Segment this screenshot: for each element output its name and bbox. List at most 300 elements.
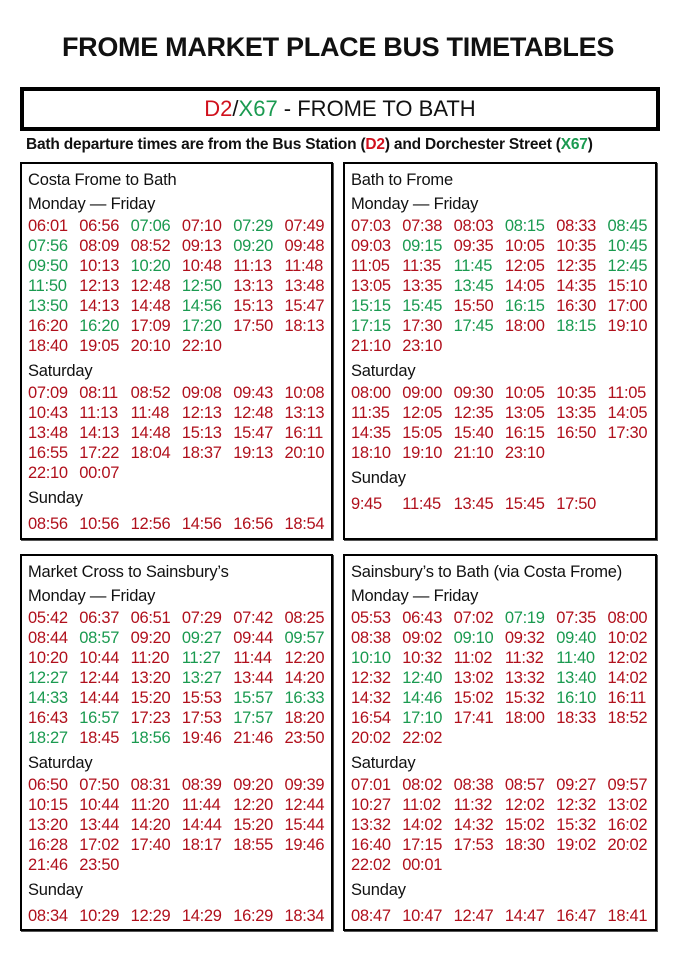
departure-time-d2: 13:35 bbox=[556, 404, 596, 422]
departure-time-x67: 09:27 bbox=[181, 629, 222, 647]
departure-time-x67: 12:40 bbox=[402, 669, 443, 687]
departure-time-d2: 13:48 bbox=[28, 424, 68, 442]
departure-time-d2: 15:53 bbox=[181, 689, 222, 707]
departure-time-d2: 21:10 bbox=[351, 337, 391, 355]
departure-time-x67: 12:45 bbox=[607, 257, 648, 275]
departure-time-x67: 14:56 bbox=[181, 297, 222, 315]
departure-time-x67: 13:40 bbox=[556, 669, 596, 687]
departure-time-d2: 10:56 bbox=[79, 515, 120, 533]
departure-time-d2: 11:13 bbox=[79, 404, 118, 422]
departure-time-x67: 16:10 bbox=[556, 689, 596, 707]
departure-time-d2: 10:32 bbox=[402, 649, 443, 667]
departure-time-x67: 07:29 bbox=[233, 217, 273, 235]
departure-time-d2: 18:52 bbox=[607, 709, 648, 727]
departure-time-x67: 13:45 bbox=[453, 277, 494, 295]
departure-time-d2: 18:10 bbox=[351, 444, 391, 462]
departure-time-d2: 00:07 bbox=[79, 464, 120, 482]
departure-time-d2: 16:55 bbox=[28, 444, 68, 462]
departure-time-d2: 15:40 bbox=[453, 424, 494, 442]
departure-time-d2: 08:39 bbox=[181, 776, 222, 794]
day-heading: Monday — Friday bbox=[351, 195, 479, 213]
departure-time-d2: 10:02 bbox=[607, 629, 648, 647]
departure-time-x67: 17:15 bbox=[351, 317, 391, 335]
departure-time-d2: 14:13 bbox=[79, 297, 120, 315]
departure-time-d2: 09:27 bbox=[556, 776, 596, 794]
page-title: FROME MARKET PLACE BUS TIMETABLES bbox=[61, 32, 615, 62]
departure-time-d2: 16:02 bbox=[607, 816, 648, 834]
note-prefix: Bath departure times are from the Bus Station ( bbox=[26, 136, 366, 153]
departure-time-d2: 11:32 bbox=[504, 649, 544, 667]
times-grid bbox=[28, 216, 338, 356]
route-header bbox=[20, 87, 660, 131]
departure-time-d2: 18:37 bbox=[181, 444, 222, 462]
departure-time-d2: 08:25 bbox=[284, 609, 325, 627]
departure-time-x67: 12:50 bbox=[181, 277, 222, 295]
departure-time-d2: 07:10 bbox=[181, 217, 222, 235]
departure-time-d2: 17:50 bbox=[556, 495, 596, 513]
departure-time-d2: 08:03 bbox=[453, 217, 494, 235]
route-x67-label: X67 bbox=[238, 96, 278, 121]
departure-time-d2: 09:00 bbox=[402, 384, 443, 402]
panel-bath-to-frome bbox=[343, 162, 657, 540]
departure-time-d2: 10:35 bbox=[556, 237, 596, 255]
departure-time-d2: 16:50 bbox=[556, 424, 596, 442]
departure-time-d2: 18:20 bbox=[284, 709, 325, 727]
departure-time-d2: 18:04 bbox=[130, 444, 171, 462]
route-description: - FROME TO BATH bbox=[277, 96, 476, 121]
departure-time-d2: 15:45 bbox=[504, 495, 545, 513]
departure-time-d2: 08:52 bbox=[130, 384, 171, 402]
departure-time-d2: 23:10 bbox=[504, 444, 545, 462]
departure-time-x67: 09:15 bbox=[402, 237, 443, 255]
departure-time-x67: 18:27 bbox=[28, 729, 68, 747]
departure-time-x67: 15:45 bbox=[402, 297, 443, 315]
departure-time-d2: 13:02 bbox=[453, 669, 494, 687]
departure-time-d2: 10:05 bbox=[504, 237, 545, 255]
times-grid bbox=[28, 383, 338, 483]
departure-time-d2: 15:10 bbox=[607, 277, 648, 295]
departure-time-d2: 14:48 bbox=[130, 424, 171, 442]
departure-time-x67: 13:27 bbox=[181, 669, 222, 687]
departure-time-d2: 11:20 bbox=[130, 796, 170, 814]
departure-time-d2: 16:40 bbox=[351, 836, 391, 854]
departure-time-x67: 15:15 bbox=[351, 297, 391, 315]
departure-time-d2: 16:43 bbox=[28, 709, 68, 727]
departure-time-d2: 09:03 bbox=[351, 237, 391, 255]
departure-time-d2: 12:56 bbox=[130, 515, 171, 533]
departure-time-d2: 09:20 bbox=[233, 776, 273, 794]
times-grid bbox=[351, 902, 661, 926]
departure-time-d2: 17:53 bbox=[181, 709, 222, 727]
departure-time-x67: 18:15 bbox=[556, 317, 596, 335]
day-heading: Saturday bbox=[28, 362, 93, 380]
departure-time-d2: 13:32 bbox=[351, 816, 391, 834]
departure-time-d2: 12:29 bbox=[130, 907, 171, 925]
departure-time-x67: 16:33 bbox=[284, 689, 325, 707]
departure-time-d2: 12:32 bbox=[351, 669, 391, 687]
day-heading: Sunday bbox=[351, 469, 406, 487]
departure-time-d2: 13:05 bbox=[351, 277, 391, 295]
departure-time-d2: 18:30 bbox=[504, 836, 545, 854]
times-grid bbox=[351, 490, 661, 514]
departure-time-d2: 08:47 bbox=[351, 907, 391, 925]
departure-time-d2: 13:35 bbox=[402, 277, 443, 295]
departure-time-d2: 08:57 bbox=[504, 776, 545, 794]
departure-time-d2: 15:02 bbox=[504, 816, 545, 834]
departure-time-d2: 12:20 bbox=[284, 649, 325, 667]
departure-time-d2: 12:02 bbox=[504, 796, 545, 814]
times-grid bbox=[351, 775, 661, 875]
departure-time-x67: 13:50 bbox=[28, 297, 68, 315]
departure-time-d2: 12:44 bbox=[284, 796, 325, 814]
departure-time-d2: 20:10 bbox=[130, 337, 171, 355]
departure-time-d2: 15:20 bbox=[233, 816, 273, 834]
departure-time-d2: 00:01 bbox=[402, 856, 443, 874]
departure-time-d2: 23:50 bbox=[79, 856, 120, 874]
departure-time-d2: 19:46 bbox=[284, 836, 325, 854]
departure-time-d2: 17:53 bbox=[453, 836, 494, 854]
departure-time-d2: 21:10 bbox=[453, 444, 494, 462]
departure-time-d2: 16:47 bbox=[556, 907, 596, 925]
departure-time-d2: 12:32 bbox=[556, 796, 596, 814]
departure-time-d2: 15:44 bbox=[284, 816, 325, 834]
departure-time-d2: 17:22 bbox=[79, 444, 120, 462]
departure-time-d2: 16:15 bbox=[504, 424, 545, 442]
departure-time-d2: 16:20 bbox=[28, 317, 68, 335]
departure-time-d2: 08:33 bbox=[556, 217, 596, 235]
departure-time-d2: 17:30 bbox=[607, 424, 648, 442]
departure-time-d2: 14:29 bbox=[181, 907, 222, 925]
departure-time-d2: 14:35 bbox=[351, 424, 391, 442]
departure-time-d2: 19:10 bbox=[402, 444, 443, 462]
departure-time-x67: 10:45 bbox=[607, 237, 648, 255]
departure-time-d2: 15:32 bbox=[556, 816, 596, 834]
departure-time-d2: 08:11 bbox=[79, 384, 118, 402]
departure-time-d2: 14:20 bbox=[130, 816, 171, 834]
departure-time-d2: 14:20 bbox=[284, 669, 325, 687]
times-grid bbox=[28, 775, 338, 875]
departure-time-x67: 09:10 bbox=[453, 629, 494, 647]
departure-time-x67: 09:50 bbox=[28, 257, 68, 275]
departure-time-d2: 9:45 bbox=[351, 495, 382, 513]
departure-time-d2: 06:56 bbox=[79, 217, 120, 235]
departure-time-d2: 08:52 bbox=[130, 237, 171, 255]
departure-time-d2: 14:05 bbox=[607, 404, 648, 422]
departure-time-d2: 18:00 bbox=[504, 317, 545, 335]
departure-time-d2: 22:10 bbox=[181, 337, 222, 355]
departure-time-d2: 08:38 bbox=[351, 629, 391, 647]
departure-time-d2: 12:47 bbox=[453, 907, 494, 925]
departure-time-d2: 09:43 bbox=[233, 384, 273, 402]
departure-time-d2: 14:44 bbox=[79, 689, 120, 707]
departure-time-d2: 08:00 bbox=[351, 384, 391, 402]
departure-time-x67: 17:45 bbox=[453, 317, 494, 335]
departure-time-d2: 10:43 bbox=[28, 404, 68, 422]
departure-time-d2: 07:49 bbox=[284, 217, 325, 235]
departure-time-d2: 15:47 bbox=[233, 424, 273, 442]
departure-time-d2: 15:13 bbox=[181, 424, 222, 442]
departure-time-d2: 10:05 bbox=[504, 384, 545, 402]
departure-time-d2: 12:05 bbox=[504, 257, 545, 275]
departure-time-d2: 16:29 bbox=[233, 907, 273, 925]
times-grid bbox=[28, 510, 338, 534]
departure-time-d2: 09:08 bbox=[181, 384, 222, 402]
departure-time-x67: 08:15 bbox=[504, 217, 545, 235]
departure-time-d2: 09:35 bbox=[453, 237, 494, 255]
departure-time-d2: 20:10 bbox=[284, 444, 325, 462]
departure-time-d2: 13:05 bbox=[504, 404, 545, 422]
departure-time-d2: 11:05 bbox=[607, 384, 647, 402]
departure-time-d2: 13:48 bbox=[284, 277, 325, 295]
departure-time-x67: 10:10 bbox=[351, 649, 391, 667]
departure-time-x67: 11:27 bbox=[181, 649, 221, 667]
departure-time-d2: 11:44 bbox=[233, 649, 272, 667]
departure-time-d2: 08:00 bbox=[607, 609, 648, 627]
departure-time-d2: 08:38 bbox=[453, 776, 494, 794]
departure-time-d2: 14:35 bbox=[556, 277, 596, 295]
departure-time-d2: 09:39 bbox=[284, 776, 325, 794]
departure-time-d2: 16:28 bbox=[28, 836, 68, 854]
departure-time-d2: 11:35 bbox=[351, 404, 390, 422]
departure-time-d2: 14:13 bbox=[79, 424, 120, 442]
day-heading: Saturday bbox=[351, 754, 416, 772]
panel-sainsburys-to-bath bbox=[343, 554, 657, 931]
times-grid bbox=[351, 216, 661, 356]
departure-time-d2: 07:38 bbox=[402, 217, 443, 235]
departure-time-x67: 14:46 bbox=[402, 689, 443, 707]
departure-time-d2: 06:51 bbox=[130, 609, 171, 627]
departure-time-d2: 07:02 bbox=[453, 609, 494, 627]
day-heading: Sunday bbox=[28, 881, 83, 899]
departure-time-d2: 13:32 bbox=[504, 669, 545, 687]
times-grid bbox=[28, 608, 338, 748]
departure-time-d2: 06:37 bbox=[79, 609, 120, 627]
departure-time-d2: 12:05 bbox=[402, 404, 443, 422]
departure-time-x67: 12:27 bbox=[28, 669, 68, 687]
departure-time-d2: 06:50 bbox=[28, 776, 68, 794]
departure-time-d2: 17:30 bbox=[402, 317, 443, 335]
departure-time-x67: 09:20 bbox=[233, 237, 273, 255]
departure-time-d2: 12:44 bbox=[79, 669, 120, 687]
departure-time-d2: 22:02 bbox=[351, 856, 391, 874]
departure-time-d2: 12:48 bbox=[233, 404, 273, 422]
departure-time-d2: 23:10 bbox=[402, 337, 443, 355]
departure-time-d2: 11:32 bbox=[453, 796, 493, 814]
panel-title: Costa Frome to Bath bbox=[28, 171, 177, 189]
departure-time-d2: 08:09 bbox=[79, 237, 120, 255]
departure-time-d2: 17:15 bbox=[402, 836, 443, 854]
panel-title: Bath to Frome bbox=[351, 171, 453, 189]
departure-time-d2: 13:45 bbox=[453, 495, 494, 513]
departure-time-d2: 13:44 bbox=[79, 816, 120, 834]
departure-time-d2: 10:44 bbox=[79, 796, 120, 814]
departure-time-d2: 13:13 bbox=[284, 404, 325, 422]
panel-title: Market Cross to Sainsbury’s bbox=[28, 563, 229, 581]
departure-time-d2: 18:45 bbox=[79, 729, 120, 747]
note-suffix: ) bbox=[587, 136, 593, 153]
departure-time-d2: 22:10 bbox=[28, 464, 68, 482]
day-heading: Saturday bbox=[28, 754, 93, 772]
times-grid bbox=[28, 902, 338, 926]
departure-time-x67: 09:40 bbox=[556, 629, 596, 647]
departure-time-x67: 11:45 bbox=[453, 257, 493, 275]
departure-time-d2: 19:10 bbox=[607, 317, 648, 335]
departure-time-x67: 16:57 bbox=[79, 709, 120, 727]
departure-time-d2: 07:01 bbox=[351, 776, 391, 794]
route-slash: / bbox=[232, 96, 239, 121]
departure-time-d2: 20:02 bbox=[351, 729, 391, 747]
departure-time-d2: 15:02 bbox=[453, 689, 494, 707]
departure-time-d2: 07:09 bbox=[28, 384, 68, 402]
departure-time-d2: 17:09 bbox=[130, 317, 171, 335]
departure-time-d2: 21:46 bbox=[28, 856, 68, 874]
departure-time-d2: 11:20 bbox=[130, 649, 170, 667]
departure-time-d2: 07:35 bbox=[556, 609, 596, 627]
departure-time-x67: 07:56 bbox=[28, 237, 68, 255]
departure-time-d2: 12:48 bbox=[130, 277, 171, 295]
departure-time-d2: 11:48 bbox=[284, 257, 324, 275]
departure-time-x67: 07:06 bbox=[130, 217, 171, 235]
departure-time-d2: 16:11 bbox=[607, 689, 647, 707]
departure-time-d2: 10:13 bbox=[79, 257, 120, 275]
departure-time-d2: 10:44 bbox=[79, 649, 120, 667]
departure-time-d2: 07:29 bbox=[181, 609, 222, 627]
day-heading: Saturday bbox=[351, 362, 416, 380]
departure-time-d2: 08:02 bbox=[402, 776, 443, 794]
departure-time-d2: 13:02 bbox=[607, 796, 648, 814]
departure-time-d2: 06:43 bbox=[402, 609, 443, 627]
departure-time-d2: 18:40 bbox=[28, 337, 68, 355]
departure-time-d2: 18:00 bbox=[504, 709, 545, 727]
departure-time-d2: 09:44 bbox=[233, 629, 273, 647]
day-heading: Sunday bbox=[351, 881, 406, 899]
departure-time-d2: 12:35 bbox=[556, 257, 596, 275]
departure-time-x67: 07:19 bbox=[504, 609, 545, 627]
day-heading: Monday — Friday bbox=[28, 195, 156, 213]
departure-time-d2: 23:50 bbox=[284, 729, 325, 747]
departure-time-x67: 08:57 bbox=[79, 629, 120, 647]
departure-time-d2: 09:02 bbox=[402, 629, 443, 647]
departure-time-x67: 16:15 bbox=[504, 297, 545, 315]
departure-time-d2: 17:00 bbox=[607, 297, 648, 315]
departure-time-d2: 12:20 bbox=[233, 796, 273, 814]
departure-time-d2: 10:20 bbox=[28, 649, 68, 667]
departure-time-d2: 18:33 bbox=[556, 709, 596, 727]
departure-time-d2: 19:05 bbox=[79, 337, 120, 355]
departure-note bbox=[26, 136, 593, 154]
departure-time-x67: 14:33 bbox=[28, 689, 68, 707]
route-d2-label: D2 bbox=[204, 96, 233, 121]
departure-time-d2: 15:13 bbox=[233, 297, 273, 315]
departure-time-d2: 05:42 bbox=[28, 609, 68, 627]
departure-time-d2: 18:34 bbox=[284, 907, 325, 925]
departure-time-x67: 17:10 bbox=[402, 709, 443, 727]
departure-time-x67: 17:57 bbox=[233, 709, 273, 727]
departure-time-d2: 12:13 bbox=[181, 404, 222, 422]
departure-time-x67: 08:45 bbox=[607, 217, 648, 235]
departure-time-d2: 10:27 bbox=[351, 796, 391, 814]
departure-time-d2: 13:13 bbox=[233, 277, 273, 295]
departure-time-d2: 17:40 bbox=[130, 836, 171, 854]
departure-time-d2: 08:31 bbox=[130, 776, 171, 794]
departure-time-d2: 10:35 bbox=[556, 384, 596, 402]
departure-time-d2: 10:48 bbox=[181, 257, 222, 275]
departure-time-d2: 08:56 bbox=[28, 515, 68, 533]
departure-time-d2: 11:02 bbox=[453, 649, 493, 667]
departure-time-d2: 16:11 bbox=[284, 424, 324, 442]
departure-time-x67: 10:20 bbox=[130, 257, 171, 275]
departure-time-d2: 14:02 bbox=[607, 669, 648, 687]
departure-time-d2: 21:46 bbox=[233, 729, 273, 747]
departure-time-d2: 09:32 bbox=[504, 629, 545, 647]
departure-time-d2: 07:03 bbox=[351, 217, 391, 235]
departure-time-d2: 10:08 bbox=[284, 384, 325, 402]
departure-time-d2: 17:02 bbox=[79, 836, 120, 854]
departure-time-d2: 12:35 bbox=[453, 404, 494, 422]
departure-time-d2: 12:02 bbox=[607, 649, 648, 667]
departure-time-d2: 11:35 bbox=[402, 257, 441, 275]
times-grid bbox=[351, 608, 661, 748]
departure-time-d2: 07:50 bbox=[79, 776, 120, 794]
departure-time-d2: 07:42 bbox=[233, 609, 273, 627]
departure-time-d2: 09:20 bbox=[130, 629, 171, 647]
departure-time-d2: 11:44 bbox=[181, 796, 221, 814]
departure-time-d2: 18:41 bbox=[607, 907, 648, 925]
departure-time-d2: 12:13 bbox=[79, 277, 120, 295]
departure-time-d2: 15:47 bbox=[284, 297, 325, 315]
departure-time-d2: 19:13 bbox=[233, 444, 273, 462]
times-grid bbox=[351, 383, 661, 463]
departure-time-d2: 11:02 bbox=[402, 796, 441, 814]
note-d2: D2 bbox=[365, 136, 385, 153]
departure-time-d2: 19:02 bbox=[556, 836, 596, 854]
departure-time-x67: 09:57 bbox=[284, 629, 325, 647]
panel-costa-frome-to-bath bbox=[20, 162, 333, 540]
departure-time-d2: 08:34 bbox=[28, 907, 68, 925]
departure-time-x67: 11:40 bbox=[556, 649, 595, 667]
departure-time-d2: 14:02 bbox=[402, 816, 443, 834]
departure-time-d2: 18:17 bbox=[181, 836, 222, 854]
departure-time-d2: 11:13 bbox=[233, 257, 272, 275]
departure-time-d2: 13:44 bbox=[233, 669, 273, 687]
panel-market-cross-to-sainsburys bbox=[20, 554, 333, 931]
departure-time-d2: 22:02 bbox=[402, 729, 443, 747]
departure-time-d2: 13:20 bbox=[28, 816, 68, 834]
day-heading: Monday — Friday bbox=[28, 587, 156, 605]
departure-time-x67: 17:20 bbox=[181, 317, 222, 335]
departure-time-d2: 17:23 bbox=[130, 709, 171, 727]
departure-time-d2: 11:45 bbox=[402, 495, 441, 513]
departure-time-d2: 14:32 bbox=[453, 816, 494, 834]
departure-time-d2: 14:32 bbox=[351, 689, 391, 707]
departure-time-d2: 09:48 bbox=[284, 237, 325, 255]
departure-time-x67: 16:20 bbox=[79, 317, 120, 335]
departure-time-d2: 10:47 bbox=[402, 907, 443, 925]
departure-time-d2: 16:30 bbox=[556, 297, 596, 315]
departure-time-d2: 14:44 bbox=[181, 816, 222, 834]
departure-time-d2: 10:15 bbox=[28, 796, 68, 814]
departure-time-d2: 14:05 bbox=[504, 277, 545, 295]
departure-time-d2: 05:53 bbox=[351, 609, 391, 627]
departure-time-d2: 09:30 bbox=[453, 384, 494, 402]
departure-time-d2: 16:56 bbox=[233, 515, 273, 533]
departure-time-d2: 11:05 bbox=[351, 257, 390, 275]
departure-time-d2: 20:02 bbox=[607, 836, 648, 854]
note-middle: ) and Dorchester Street ( bbox=[384, 136, 561, 153]
departure-time-d2: 10:29 bbox=[79, 907, 120, 925]
departure-time-d2: 18:55 bbox=[233, 836, 273, 854]
departure-time-d2: 19:46 bbox=[181, 729, 222, 747]
